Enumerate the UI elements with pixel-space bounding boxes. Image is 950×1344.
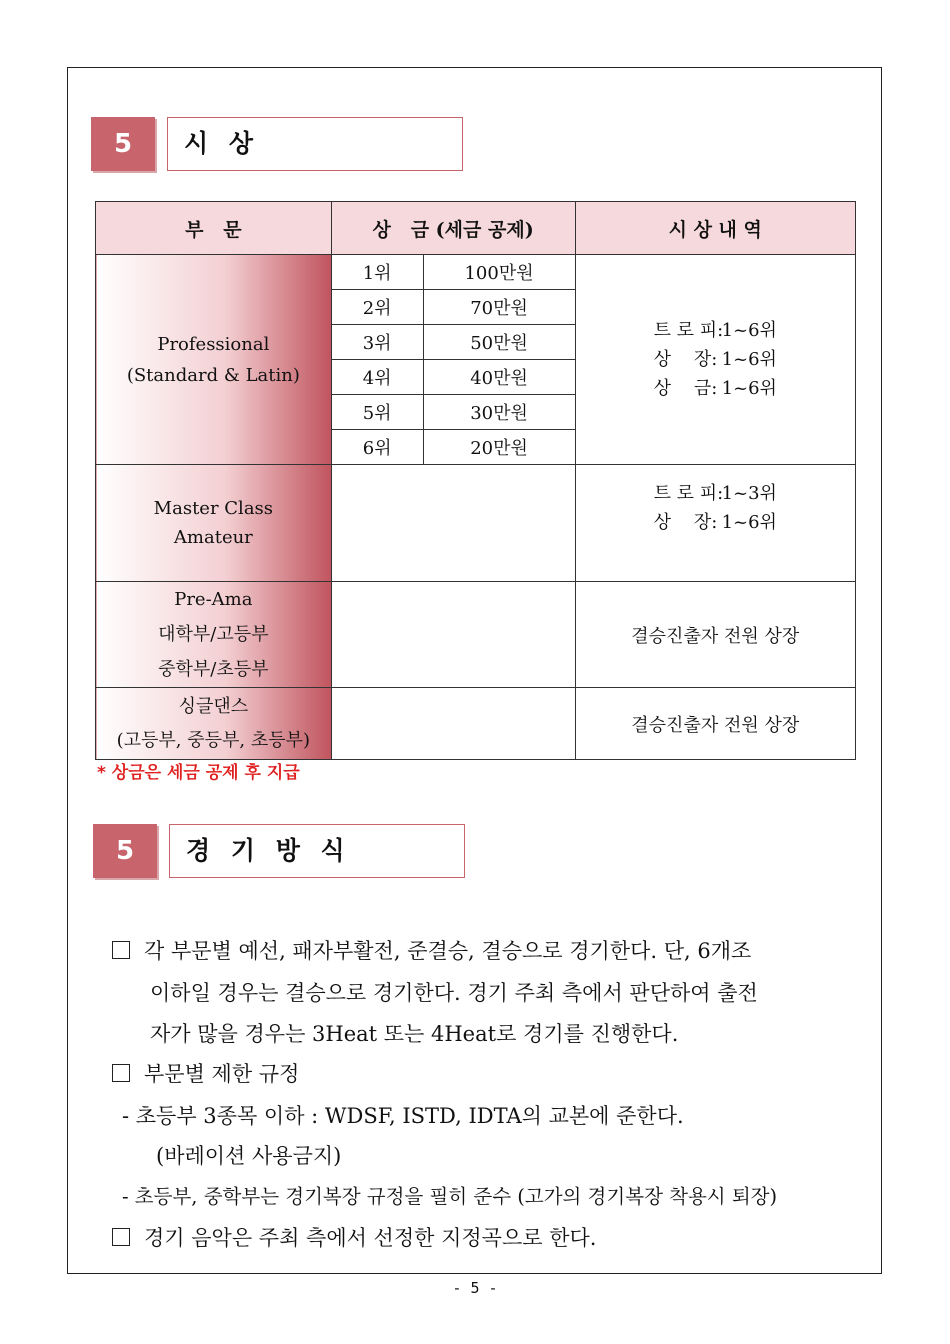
division-subname: Amateur (173, 527, 253, 548)
rank-cell: 2위 (331, 290, 423, 325)
award-professional (575, 255, 856, 465)
division-name: Pre-Ama (174, 589, 253, 610)
checkbox-icon (112, 941, 130, 959)
award-label: 트 로 피: (653, 320, 724, 341)
rule-text: 자가 많을 경우는 3Heat 또는 4Heat로 경기를 진행한다. (150, 1022, 679, 1046)
division-subname: 대학부/고등부 (158, 624, 269, 645)
section-number: 5 (91, 117, 155, 171)
section-header-method (93, 824, 465, 878)
rule-detail: (바레이션 사용금지) (156, 1144, 342, 1168)
header-division: 부 문 (96, 202, 332, 255)
division-subname: 중학부/초등부 (158, 659, 269, 680)
rule-item (112, 1222, 596, 1252)
division-name: 싱글댄스 (178, 695, 249, 717)
award-value: 1~3위 (721, 483, 777, 504)
prize-cell: 70만원 (423, 290, 575, 325)
section-title: 경 기 방 식 (169, 824, 465, 878)
prize-empty (331, 688, 575, 760)
prize-cell: 50만원 (423, 325, 575, 360)
award-label: 트 로 피: (653, 483, 724, 504)
checkbox-icon (112, 1228, 130, 1246)
division-name: Master Class (153, 498, 274, 519)
rule-item (112, 935, 751, 965)
rule-detail: - 초등부, 중학부는 경기복장 규정을 필히 준수 (고가의 경기복장 착용시 퇴장) (122, 1185, 778, 1208)
table-row (96, 465, 856, 582)
prize-cell: 100만원 (423, 255, 575, 290)
division-preama (96, 582, 332, 688)
section-number: 5 (93, 824, 157, 878)
table-row (96, 688, 856, 760)
division-subname: (Standard & Latin) (126, 364, 300, 386)
checkbox-icon (112, 1064, 130, 1082)
rule-detail: - 초등부 3종목 이하 : WDSF, ISTD, IDTA의 교본에 준한다. (122, 1104, 684, 1128)
section-title: 시 상 (167, 117, 463, 171)
table-header-row (96, 202, 856, 255)
rank-cell: 4위 (331, 360, 423, 395)
rule-item (112, 1058, 299, 1088)
prize-cell: 40만원 (423, 360, 575, 395)
rule-text: 이하일 경우는 결승으로 경기한다. 경기 주최 측에서 판단하여 출전 (150, 981, 758, 1005)
division-name: Professional (157, 333, 270, 355)
award-label: 상 장: (653, 512, 718, 533)
award-label: 상 금: (653, 378, 718, 399)
division-single (96, 688, 332, 760)
header-award-details: 시 상 내 역 (575, 202, 856, 255)
award-value: 1~6위 (721, 378, 777, 399)
award-table (95, 201, 856, 760)
table-row (96, 582, 856, 688)
division-professional (96, 255, 332, 465)
division-master (96, 465, 332, 582)
award-master (575, 465, 856, 582)
rank-cell: 5위 (331, 395, 423, 430)
award-preama: 결승진출자 전원 상장 (575, 582, 856, 688)
award-single: 결승진출자 전원 상장 (575, 688, 856, 760)
prize-empty (331, 582, 575, 688)
award-label: 상 장: (653, 349, 718, 370)
rule-text: 각 부문별 예선, 패자부활전, 준결승, 결승으로 경기한다. 단, 6개조 (144, 939, 752, 963)
award-value: 1~6위 (721, 349, 777, 370)
section-header-awards (91, 117, 463, 171)
award-value: 1~6위 (721, 320, 777, 341)
rank-cell: 1위 (331, 255, 423, 290)
page-number: - 5 - (452, 1279, 498, 1297)
prize-empty (331, 465, 575, 582)
rank-cell: 3위 (331, 325, 423, 360)
rank-cell: 6위 (331, 430, 423, 465)
header-prize: 상 금 (세금 공제) (331, 202, 575, 255)
rule-text: 경기 음악은 주최 측에서 선정한 지정곡으로 한다. (144, 1226, 597, 1250)
prize-cell: 20만원 (423, 430, 575, 465)
prize-note: * 상금은 세금 공제 후 지급 (97, 763, 300, 783)
rule-text: 부문별 제한 규정 (144, 1062, 300, 1086)
division-subname: (고등부, 중등부, 초등부) (116, 729, 311, 751)
award-value: 1~6위 (721, 512, 777, 533)
prize-cell: 30만원 (423, 395, 575, 430)
table-row (96, 255, 856, 290)
